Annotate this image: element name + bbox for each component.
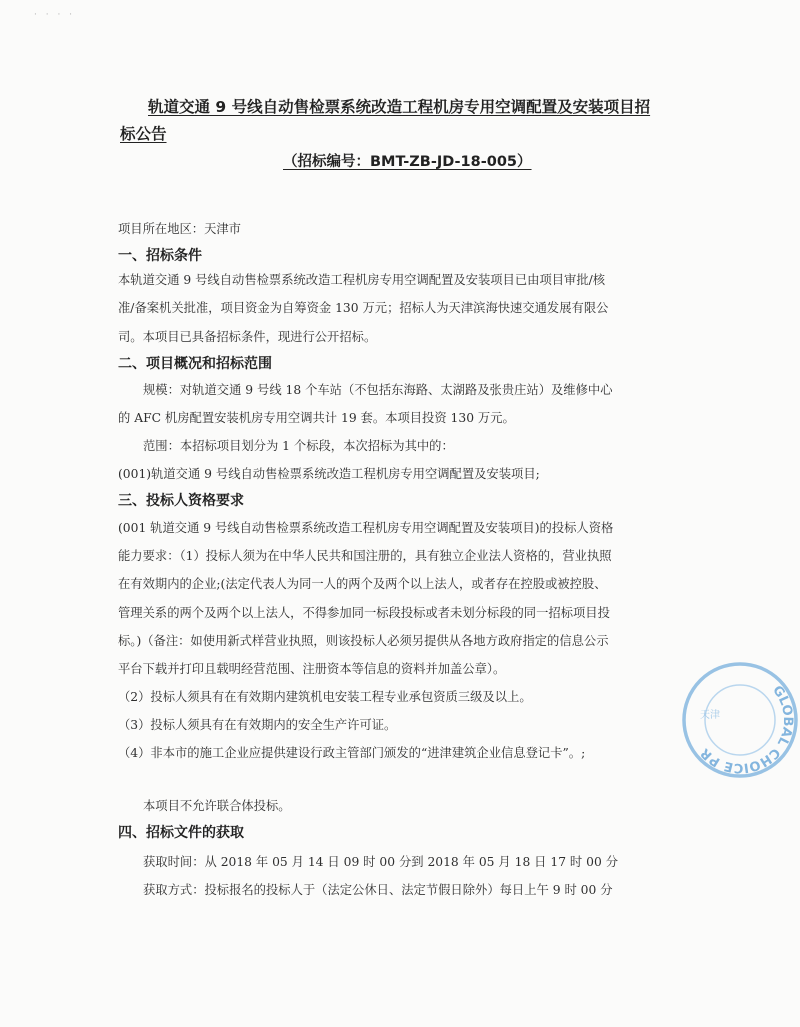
paragraph-line: (001)轨道交通 9 号线自动售检票系统改造工程机房专用空调配置及安装项目; — [118, 467, 540, 481]
doc-number: （招标编号：BMT-ZB-JD-18-005） — [283, 154, 532, 170]
paragraph-line: 范围：本招标项目划分为 1 个标段，本次招标为其中的： — [143, 439, 454, 453]
paragraph-line: 标。)（备注：如使用新式样营业执照，则该投标人必须另提供从各地方政府指定的信息公示 — [118, 634, 609, 648]
corner-marks: · · · · — [34, 10, 76, 20]
seal-text: GLOBAL CHOICE PR — [697, 683, 796, 776]
company-seal-icon — [680, 660, 800, 780]
paragraph-line: 平台下载并打印且载明经营范围、注册资本等信息的资料并加盖公章）。 — [118, 662, 506, 676]
paragraph-line: 的 AFC 机房配置安装机房专用空调共计 19 套。本项目投资 130 万元。 — [118, 411, 515, 425]
paragraph-line: 管理关系的两个及两个以上法人，不得参加同一标段投标或者未划分标段的同一招标项目投 — [118, 606, 610, 620]
project-region: 项目所在地区：天津市 — [118, 222, 241, 236]
section-heading-2: 二、项目概况和招标范围 — [118, 356, 272, 372]
seal-inner-text: 天津 — [700, 710, 720, 721]
paragraph-line: (001 轨道交通 9 号线自动售检票系统改造工程机房专用空调配置及安装项目)的投标人资格 — [118, 521, 614, 535]
paragraph-line: 规模：对轨道交通 9 号线 18 个车站（不包括东海路、太湖路及张贵庄站）及维修中心 — [143, 383, 613, 397]
svg-text:GLOBAL CHOICE PR — [698, 683, 795, 775]
paragraph-line: 能力要求：（1）投标人须为在中华人民共和国注册的，具有独立企业法人资格的，营业执照 — [118, 549, 612, 563]
section-heading-3: 三、投标人资格要求 — [118, 493, 244, 509]
paragraph-line: （3）投标人须具有在有效期内的安全生产许可证。 — [118, 718, 397, 732]
paragraph-line: （2）投标人须具有在有效期内建筑机电安装工程专业承包资质三级及以上。 — [118, 690, 532, 704]
paragraph-line: （4）非本市的施工企业应提供建设行政主管部门颁发的“进津建筑企业信息登记卡”。; — [118, 746, 586, 760]
page-title — [120, 94, 651, 148]
paragraph-line: 准/备案机关批准，项目资金为自筹资金 130 万元；招标人为天津滨海快速交通发展有限公 — [118, 301, 609, 315]
paragraph-line: 获取时间：从 2018 年 05 月 14 日 09 时 00 分到 2018 年 05 月 18 日 17 时 00 分 — [143, 855, 618, 869]
paragraph-line: 本轨道交通 9 号线自动售检票系统改造工程机房专用空调配置及安装项目已由项目审批/核 — [118, 273, 606, 287]
paragraph-line: 在有效期内的企业;(法定代表人为同一人的两个及两个以上法人，或者存在控股或被控股、 — [118, 577, 607, 591]
title-line-2: 标公告 — [120, 125, 167, 143]
paragraph-line: 获取方式：投标报名的投标人于（法定公休日、法定节假日除外）每日上午 9 时 00 分 — [143, 883, 613, 897]
title-line-1: 轨道交通 9 号线自动售检票系统改造工程机房专用空调配置及安装项目招 — [148, 98, 651, 116]
section-heading-4: 四、招标文件的获取 — [118, 825, 244, 841]
paragraph-line: 司。本项目已具备招标条件，现进行公开招标。 — [118, 330, 377, 344]
paragraph-line: 本项目不允许联合体投标。 — [143, 799, 291, 813]
section-heading-1: 一、招标条件 — [118, 248, 202, 264]
